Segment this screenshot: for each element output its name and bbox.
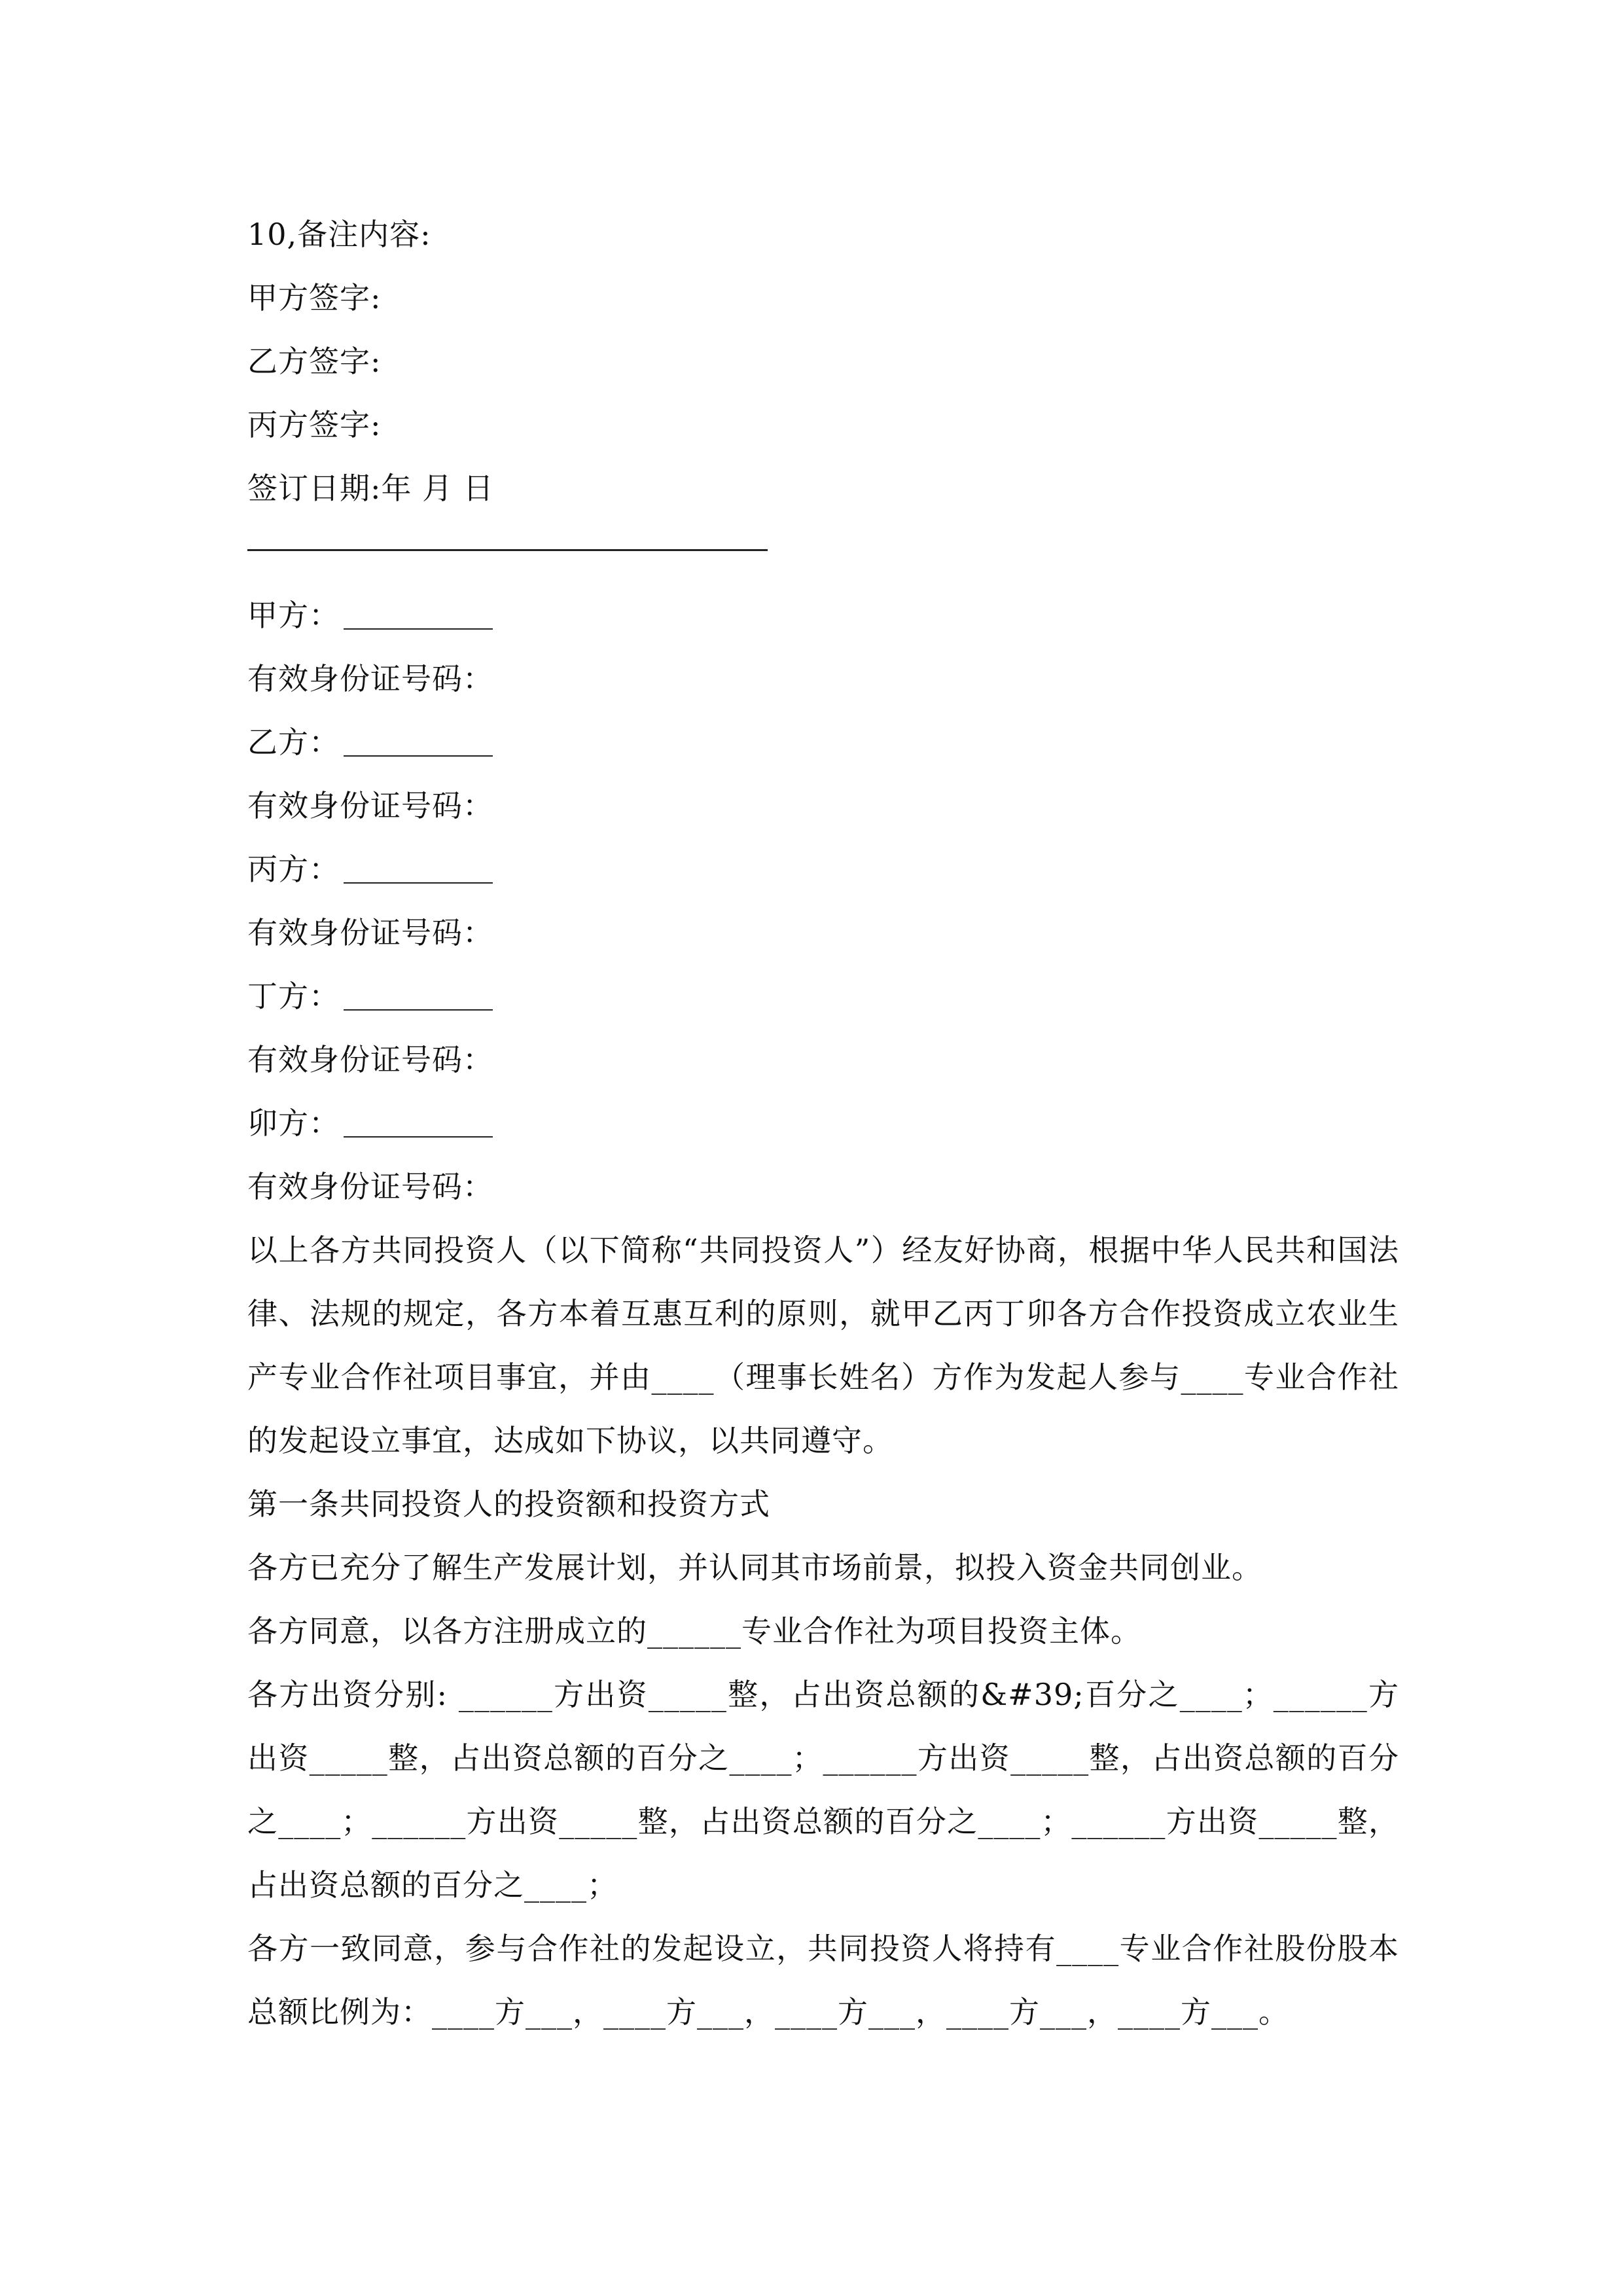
party-b-signature: 乙方签字: bbox=[247, 344, 382, 379]
blank-field bbox=[344, 979, 493, 1011]
party-c-signature: 丙方签字: bbox=[247, 407, 382, 442]
party-e-id-label: 有效身份证号码： bbox=[247, 1169, 493, 1204]
party-a-signature: 甲方签字: bbox=[247, 280, 382, 315]
party-label: 丙方： bbox=[247, 852, 340, 887]
paragraph-3: 各方出资分别: ______方出资_____整，占出资总额的&#39;百分之____；______方出资_____整，占出资总额的百分之____；______方出资_____整，占出资总额的百分之____；______方出资_____整，占出资总额的百分之____；______方出资_____整，占出资总额的百分之____； bbox=[247, 1677, 1399, 1903]
blank-field bbox=[344, 852, 493, 884]
separator-rule bbox=[247, 549, 768, 551]
party-b-line bbox=[247, 711, 1399, 774]
paragraph-4: 各方一致同意，参与合作社的发起设立，共同投资人将持有____专业合作社股份股本总额比例为：____方___，____方___，____方___，____方___，____方___。 bbox=[247, 1931, 1399, 2030]
remark-line: 10,备注内容: bbox=[247, 217, 431, 252]
article-title: 第一条共同投资人的投资额和投资方式 bbox=[247, 1486, 770, 1522]
party-a-id-label: 有效身份证号码： bbox=[247, 661, 493, 696]
party-d-id-label: 有效身份证号码： bbox=[247, 1042, 493, 1077]
party-e-line bbox=[247, 1092, 1399, 1155]
party-d-line bbox=[247, 965, 1399, 1028]
blank-field bbox=[344, 1106, 493, 1138]
blank-field bbox=[344, 598, 493, 630]
party-label: 卯方： bbox=[247, 1105, 340, 1141]
paragraph-1: 各方已充分了解生产发展计划，并认同其市场前景，拟投入资金共同创业。 bbox=[247, 1550, 1262, 1585]
paragraph-2: 各方同意，以各方注册成立的______专业合作社为项目投资主体。 bbox=[247, 1613, 1141, 1649]
party-label: 丁方： bbox=[247, 978, 340, 1014]
party-b-id-label: 有效身份证号码： bbox=[247, 788, 493, 823]
party-label: 乙方： bbox=[247, 725, 340, 760]
party-a-line bbox=[247, 584, 1399, 647]
party-label: 甲方： bbox=[247, 598, 340, 633]
signing-date: 签订日期:年 月 日 bbox=[247, 471, 494, 506]
document-page bbox=[247, 203, 1399, 2044]
intro-paragraph: 以上各方共同投资人（以下简称“共同投资人”）经友好协商，根据中华人民共和国法律、法规的规定，各方本着互惠互利的原则，就甲乙丙丁卯各方合作投资成立农业生产专业合作社项目事宜，并由____（理事长姓名）方作为发起人参与____专业合作社的发起设立事宜，达成如下协议，以共同遵守。 bbox=[247, 1232, 1399, 1458]
blank-field bbox=[344, 725, 493, 757]
separator-line bbox=[247, 520, 1399, 584]
party-c-line bbox=[247, 838, 1399, 901]
party-c-id-label: 有效身份证号码： bbox=[247, 915, 493, 950]
